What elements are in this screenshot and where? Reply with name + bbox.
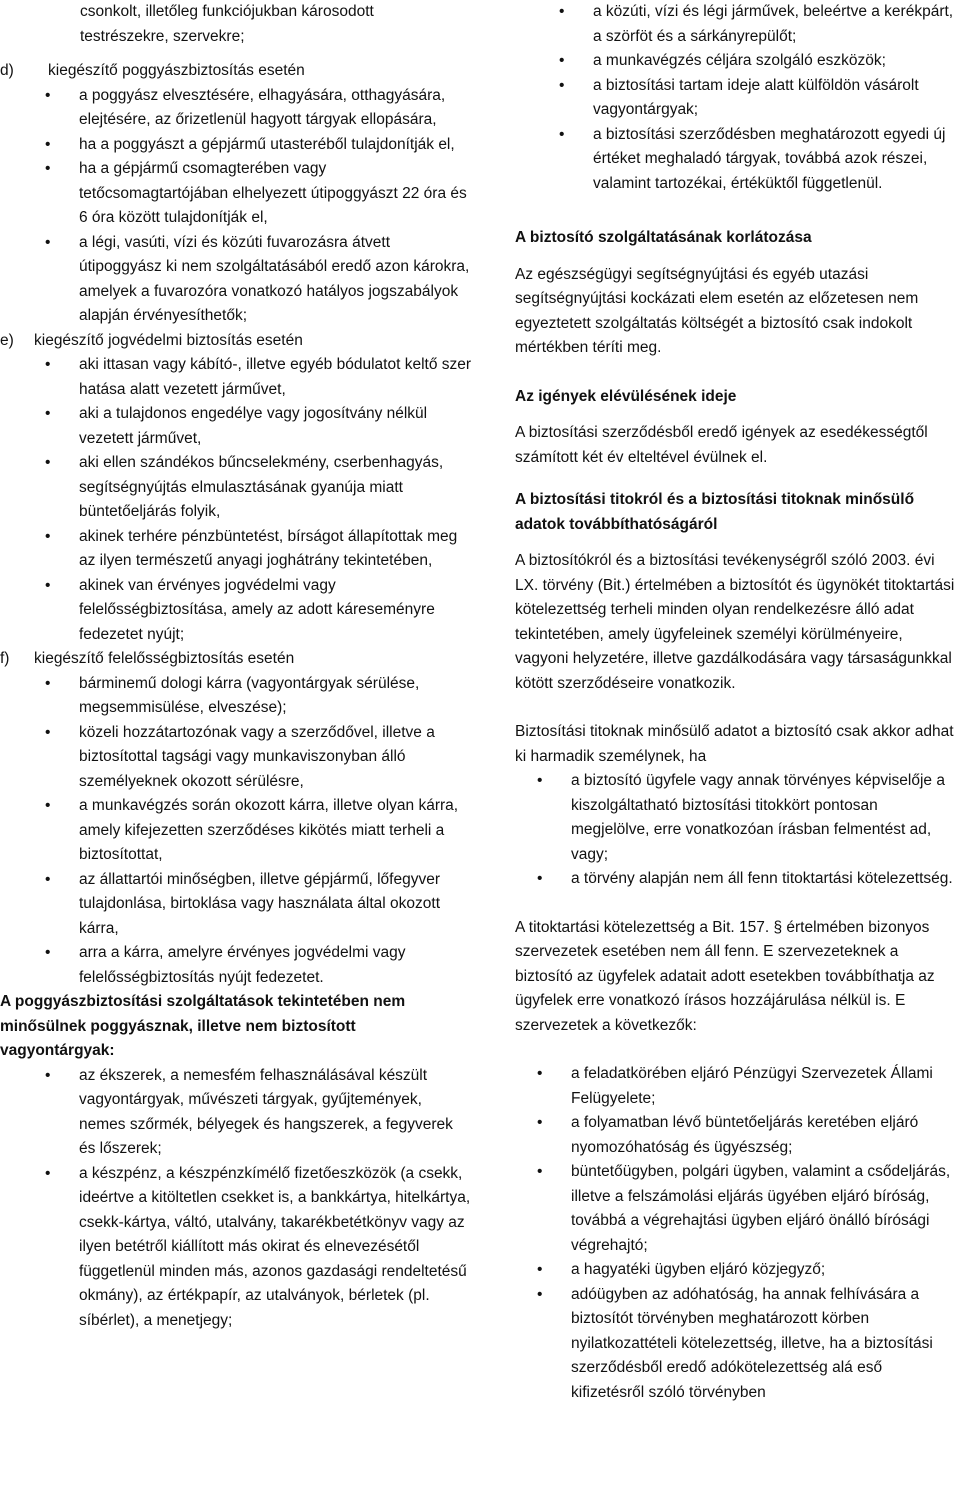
continuation-line: testrészekre, szervekre; [80, 27, 245, 45]
bullet-icon: • [559, 125, 565, 143]
list-item: • a biztosító ügyfele vagy annak törvényes képviselője a kiszolgáltatható biztosítási titokkört pontosan megjelölve, erre vonatkozóan írásban felmentést ad, vagy; [571, 769, 960, 867]
list-item: • a biztosítási szerződésben meghatározott egyedi új értéket meghaladó tárgyak, továbbá azok részei, valamint tartozékai, értéküktől függetlenül. [593, 123, 960, 197]
bullet-icon: • [537, 1163, 543, 1180]
bullet-icon: • [45, 233, 51, 251]
continuation-line: csonkolt, illetőleg funkciójukban károsodott [80, 3, 374, 20]
bullet-icon: • [559, 3, 565, 20]
list-item: • akinek terhére pénzbüntetést, bírságot állapítottak meg az ilyen természetű anyagi joghátrány tekintetében, [79, 525, 480, 574]
section-heading-elevules: Az igények elévülésének ideje [515, 387, 737, 405]
bullet-icon: • [537, 1285, 543, 1303]
list-item: • büntetőügyben, polgári ügyben, valamint a csődeljárás, illetve a felszámolási eljárás ügyében eljáró bíróság, továbbá a végrehajtási ügyben eljáró önálló bírósági végrehajtó; [571, 1160, 960, 1258]
list-item: • a munkavégzés céljára szolgáló eszközök; [593, 49, 960, 74]
section-title: kiegészítő poggyászbiztosítás esetén [48, 62, 305, 79]
section-f-list [0, 672, 480, 991]
bullet-icon: • [45, 944, 51, 961]
bullet-icon: • [537, 1065, 543, 1082]
excluded-items-list [515, 0, 960, 196]
list-item: • adóügyben az adóhatóság, ha annak felhívására a biztosítót törvényben meghatározott körben nyilatkozattételi kötelezettség, illetve, ha a biztosítási szerződésből eredő adókötelezettség alá eső kifizetésről szóló törvényben [571, 1283, 960, 1406]
bullet-icon: • [45, 454, 51, 471]
list-item: • a légi, vasúti, vízi és közúti fuvarozásra átvett útipoggyász ki nem szolgáltatásából eredő azon károkra, amelyek a fuvarozóra vonatkozó hatályos jogszabályok alapján érvényesíthetők; [79, 231, 480, 329]
section-letter: e) [0, 331, 14, 349]
bullet-icon: • [45, 1164, 51, 1182]
list-item: • a folyamatban lévő büntetőeljárás keretében eljáró nyomozóhatóság és ügyészség; [571, 1111, 960, 1160]
bullet-icon: • [45, 870, 51, 888]
section-d-heading [0, 59, 480, 84]
section-letter: f) [0, 650, 10, 667]
section-title: kiegészítő jogvédelmi biztosítás esetén [34, 331, 303, 349]
organizations-list [515, 1062, 960, 1405]
section-letter: d) [0, 62, 14, 79]
bullet-icon: • [45, 797, 51, 814]
list-item: • aki ittasan vagy kábító-, illetve egyéb bódulatot keltő szer hatása alatt vezetett járművet, [79, 353, 480, 402]
list-item: • aki a tulajdonos engedélye vagy jogosítvány nélkül vezetett járművet, [79, 402, 480, 451]
list-item: • a hagyatéki ügyben eljáró közjegyző; [571, 1258, 960, 1283]
bullet-icon: • [45, 576, 51, 594]
list-item: • aki ellen szándékos bűncselekmény, cserbenhagyás, segítségnyújtás elmulasztásának gyanúja miatt büntetőeljárás folyik, [79, 451, 480, 525]
bullet-icon: • [45, 356, 51, 373]
section-f-heading [0, 647, 480, 672]
list-item: • ha a gépjármű csomagterében vagy tetőcsomagtartójában elhelyezett útipoggyászt 22 óra és 6 óra között tulajdonítják el, [79, 157, 480, 231]
bullet-icon: • [45, 86, 51, 104]
section-title: kiegészítő felelősségbiztosítás esetén [34, 650, 295, 667]
bullet-icon: • [45, 160, 51, 177]
bullet-icon: • [559, 76, 565, 94]
list-item: • a feladatkörében eljáró Pénzügyi Szervezetek Állami Felügyelete; [571, 1062, 960, 1111]
paragraph: Biztosítási titoknak minősülő adatot a biztosító csak akkor adhat ki harmadik személynek, ha [515, 723, 954, 765]
titok-condition-list [515, 769, 960, 892]
bullet-icon: • [537, 1261, 543, 1278]
paragraph: A biztosítókról és a biztosítási tevékenységről szóló 2003. évi LX. törvény (Bit.) értelmében a biztosítót és ügynökét titoktartási kötelezettség terheli minden olyan rendelkezésre álló adat tekintetében, amely ügyfeleinek személyi körülményeire, vagyoni helyzetére, illetve gazdálkodására vagy társaságunkkal kötött szerződéseire vonatkozik. [515, 552, 955, 692]
paragraph: A titoktartási kötelezettség a Bit. 157. § értelmében bizonyos szervezetek esetében nem áll fenn. E szervezeteknek a biztosító az ügyfelek adatait adott esetekben továbbíthatja az ügyfelek erre vonatkozó írásos hozzájárulása nélkül is. E szervezetek a következők: [515, 918, 935, 1034]
paragraph: A biztosítási szerződésből eredő igények az esedékességtől számított két év elteltével évülnek el. [515, 424, 928, 466]
list-item: • a készpénz, a készpénzkímélő fizetőeszközök (a csekk, ideértve a kitöltetlen csekket is, a bankkártya, hitelkártya, csekk-kártya, váltó, utalvány, takarékbetétkönyv vagy az ilyen betétről kiállított más okirat és elnevezésétől függetlenül minden más, azonos gazdasági rendeltetésű okmány), az értékpapír, az utalványok, bérletek (pl. síbérlet), a menetjegy; [79, 1162, 480, 1334]
section-heading-poggyasz: A poggyászbiztosítási szolgáltatások tekintetében nem minősülnek poggyásznak, illetve nem biztosított vagyontárgyak: [0, 993, 406, 1059]
bullet-icon: • [45, 135, 51, 153]
bullet-icon: • [45, 674, 51, 692]
bullet-icon: • [45, 723, 51, 741]
bullet-icon: • [537, 1114, 543, 1131]
list-item: • a törvény alapján nem áll fenn titoktartási kötelezettség. [571, 867, 960, 892]
left-column [0, 0, 480, 1333]
list-item: • a munkavégzés során okozott kárra, illetve olyan kárra, amely kifejezetten szerződéses kikötés miatt terheli a biztosítottat, [79, 794, 480, 868]
list-item: • az állattartói minőségben, illetve gépjármű, lőfegyver tulajdonlása, birtoklása vagy használata által okozott kárra, [79, 868, 480, 942]
list-item: • arra a kárra, amelyre érvényes jogvédelmi vagy felelősségbiztosítás nyújt fedezetet. [79, 941, 480, 990]
list-item: • a poggyász elvesztésére, elhagyására, otthagyására, elejtésére, az őrizetlenül hagyott tárgyak ellopására, [79, 84, 480, 133]
section-e-list [0, 353, 480, 647]
list-item: • bárminemű dologi kárra (vagyontárgyak sérülése, megsemmisülése, elveszése); [79, 672, 480, 721]
list-item: • közeli hozzátartozónak vagy a szerződővel, illetve a biztosítottal tagsági vagy munkaviszonyban álló személyeknek okozott sérülésre, [79, 721, 480, 795]
list-item: • ha a poggyászt a gépjármű utasteréből tulajdonítják el, [79, 133, 480, 158]
right-column [515, 0, 960, 1405]
bullet-icon: • [559, 52, 565, 69]
list-item: • akinek van érvényes jogvédelmi vagy felelősségbiztosítása, amely az adott káreseményre fedezetet nyújt; [79, 574, 480, 648]
bullet-icon: • [45, 527, 51, 545]
section-heading-korlatozas: A biztosító szolgáltatásának korlátozása [515, 229, 812, 246]
section-d-list [0, 84, 480, 329]
section-e-heading [0, 329, 480, 354]
bullet-icon: • [537, 772, 543, 789]
list-item: • a közúti, vízi és légi járművek, beleértve a kerékpárt, a szörföt és a sárkányrepülőt; [593, 0, 960, 49]
section-heading-titok: A biztosítási titokról és a biztosítási titoknak minősülő adatok továbbíthatóságáról [515, 491, 915, 533]
paragraph: Az egészségügyi segítségnyújtási és egyéb utazási segítségnyújtási kockázati elem esetén az előzetesen nem egyeztetett szolgáltatás költségét a biztosító csak indokolt mértékben téríti meg. [515, 265, 919, 356]
bullet-icon: • [537, 870, 543, 887]
list-item: • a biztosítási tartam ideje alatt külföldön vásárolt vagyontárgyak; [593, 74, 960, 123]
bullet-icon: • [45, 405, 51, 422]
poggyasz-list [0, 1064, 480, 1334]
list-item: • az ékszerek, a nemesfém felhasználásával készült vagyontárgyak, művészeti tárgyak, gyűjtemények, nemes szőrmék, bélyegek és hangszerek, a fegyverek és lőszerek; [79, 1064, 480, 1162]
continuation-text [0, 0, 480, 49]
bullet-icon: • [45, 1066, 51, 1084]
